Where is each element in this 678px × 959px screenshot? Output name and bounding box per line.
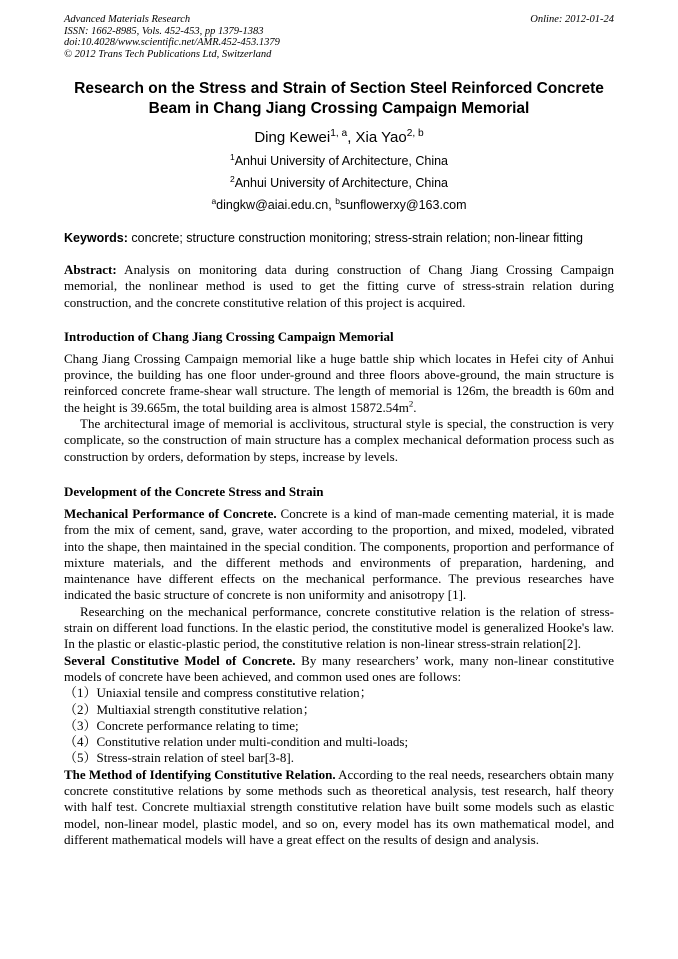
section-1-body bbox=[64, 351, 614, 465]
research-paragraph: Researching on the mechanical performance, concrete constitutive relation is the relation of stress-strain on different load functions. In the elastic period, the constitutive model is generalized Hooke's law. In the plastic or elastic-plastic period, the constitutive relation is non-linear stress-strain relation[2]. bbox=[64, 603, 614, 652]
online-date: Online: 2012-01-24 bbox=[530, 14, 614, 25]
journal-header bbox=[64, 14, 614, 60]
identifying-method-text: According to the real needs, researchers obtain many concrete constitutive relations by some methods such as theoretical analysis, test research, half theory with half test. Concrete multiaxial strength constitutive relation have built some models such as elastic model, non-linear model, plastic model, and so on, every model has its own mathematical model, and different mathematical models will have a great effect on the results of design and analysis. bbox=[64, 766, 614, 847]
email-b: sunflowerxy@163.com bbox=[339, 198, 467, 212]
affiliation-2-text: Anhui University of Architecture, China bbox=[234, 176, 449, 190]
author-1-name: Ding Kewei bbox=[254, 129, 331, 146]
abstract-text: Analysis on monitoring data during construction of Chang Jiang Crossing Campaign memorial, the nonlinear method is used to get the fitting curve of stress-strain relation during construction, and the concrete constitutive relation of this project is acquired. bbox=[64, 262, 614, 310]
author-2-sup: 2, b bbox=[406, 128, 424, 139]
abstract bbox=[64, 262, 614, 311]
identifying-method-paragraph bbox=[64, 767, 614, 848]
section-1-heading: Introduction of Chang Jiang Crossing Campaign Memorial bbox=[64, 328, 394, 344]
affiliation-1 bbox=[64, 150, 614, 172]
mechanical-performance-paragraph bbox=[64, 506, 614, 604]
author-2-name: Xia Yao bbox=[355, 129, 407, 146]
section-1-paragraph-1 bbox=[64, 351, 614, 416]
model-list bbox=[64, 685, 614, 766]
identifying-method-label: The Method of Identifying Constitutive Relation. bbox=[64, 766, 336, 782]
author-line bbox=[64, 129, 614, 147]
several-models-text: By many researchers’ work, many non-linear constitutive models of concrete have been achieved, and common used ones are follows: bbox=[64, 652, 614, 684]
section-1-p1-sup: 2 bbox=[408, 398, 414, 409]
email-a-sup: a bbox=[211, 195, 217, 206]
email-a: dingkw@aiai.edu.cn, bbox=[216, 198, 336, 212]
list-item: （5）Stress-strain relation of steel bar[3-8]. bbox=[64, 750, 294, 766]
paper-title bbox=[64, 79, 614, 118]
paper-page bbox=[64, 14, 614, 848]
section-2-body bbox=[64, 506, 614, 848]
mechanical-performance-text: Concrete is a kind of man-made cementing material, it is made from the mix of cement, sand, grave, water according to the proportion, and mixed, modeled, vibrated into the shape, then maintained in the special condition. The components, proportion and performance of mixture materials, and the different methods and environments of preparation, hardening, and maintenance have different effects on the mechanical performance. The previous researches have indicated the basic structure of concrete is non uniformity and anisotropy [1]. bbox=[64, 505, 614, 603]
title-line-1: Research on the Stress and Strain of Section Steel Reinforced Concrete bbox=[74, 80, 604, 97]
author-1-sup: 1, a bbox=[330, 128, 348, 139]
doi-line: doi:10.4028/www.scientific.net/AMR.452-453.1379 bbox=[64, 37, 280, 48]
affiliation-1-text: Anhui University of Architecture, China bbox=[234, 154, 449, 168]
section-2-heading: Development of the Concrete Stress and Strain bbox=[64, 483, 324, 499]
list-item: （1）Uniaxial tensile and compress constitutive relation； bbox=[64, 685, 373, 701]
keywords-text: concrete; structure construction monitoring; stress-strain relation; non-linear fitting bbox=[127, 231, 583, 245]
affiliation-1-sup: 1 bbox=[229, 151, 235, 162]
section-1-p1-end: . bbox=[413, 399, 417, 415]
several-models-label: Several Constitutive Model of Concrete. bbox=[64, 652, 296, 668]
author-separator: , bbox=[347, 129, 356, 146]
title-line-2: Beam in Chang Jiang Crossing Campaign Memorial bbox=[148, 99, 530, 117]
abstract-label: Abstract: bbox=[64, 262, 117, 277]
issn-line: ISSN: 1662-8985, Vols. 452-453, pp 1379-1383 bbox=[64, 25, 264, 37]
list-item: （3）Concrete performance relating to time; bbox=[64, 717, 299, 733]
list-item: （2）Multiaxial strength constitutive relation； bbox=[64, 701, 316, 717]
section-1-p1-text: Chang Jiang Crossing Campaign memorial like a huge battle ship which locates in Hefei city of Anhui province, the building has one floor under-ground and three floors above-ground, the main structure is reinforced concrete frame-shear wall structure. The length of memorial is 126m, the breadth is 60m and the height is 39.665m, the total building area is almost 15872.54m bbox=[64, 350, 614, 415]
section-1-paragraph-2: The architectural image of memorial is acclivitous, structural style is special, the construction is very complicate, so the construction of main structure has a complex mechanical deformation process such as construction by orders, deformation by steps, increase by levels. bbox=[64, 416, 614, 464]
email-line bbox=[64, 194, 614, 216]
mechanical-performance-label: Mechanical Performance of Concrete. bbox=[64, 505, 277, 521]
list-item: （4）Constitutive relation under multi-condition and multi-loads; bbox=[64, 734, 409, 750]
email-b-sup: b bbox=[335, 195, 340, 206]
copyright-line: © 2012 Trans Tech Publications Ltd, Switzerland bbox=[64, 48, 272, 60]
keywords bbox=[64, 230, 614, 246]
journal-name: Advanced Materials Research bbox=[64, 14, 191, 25]
affiliation-2-sup: 2 bbox=[229, 173, 235, 184]
several-models-paragraph bbox=[64, 653, 614, 686]
affiliation-2 bbox=[64, 172, 614, 194]
keywords-label: Keywords: bbox=[64, 231, 128, 245]
